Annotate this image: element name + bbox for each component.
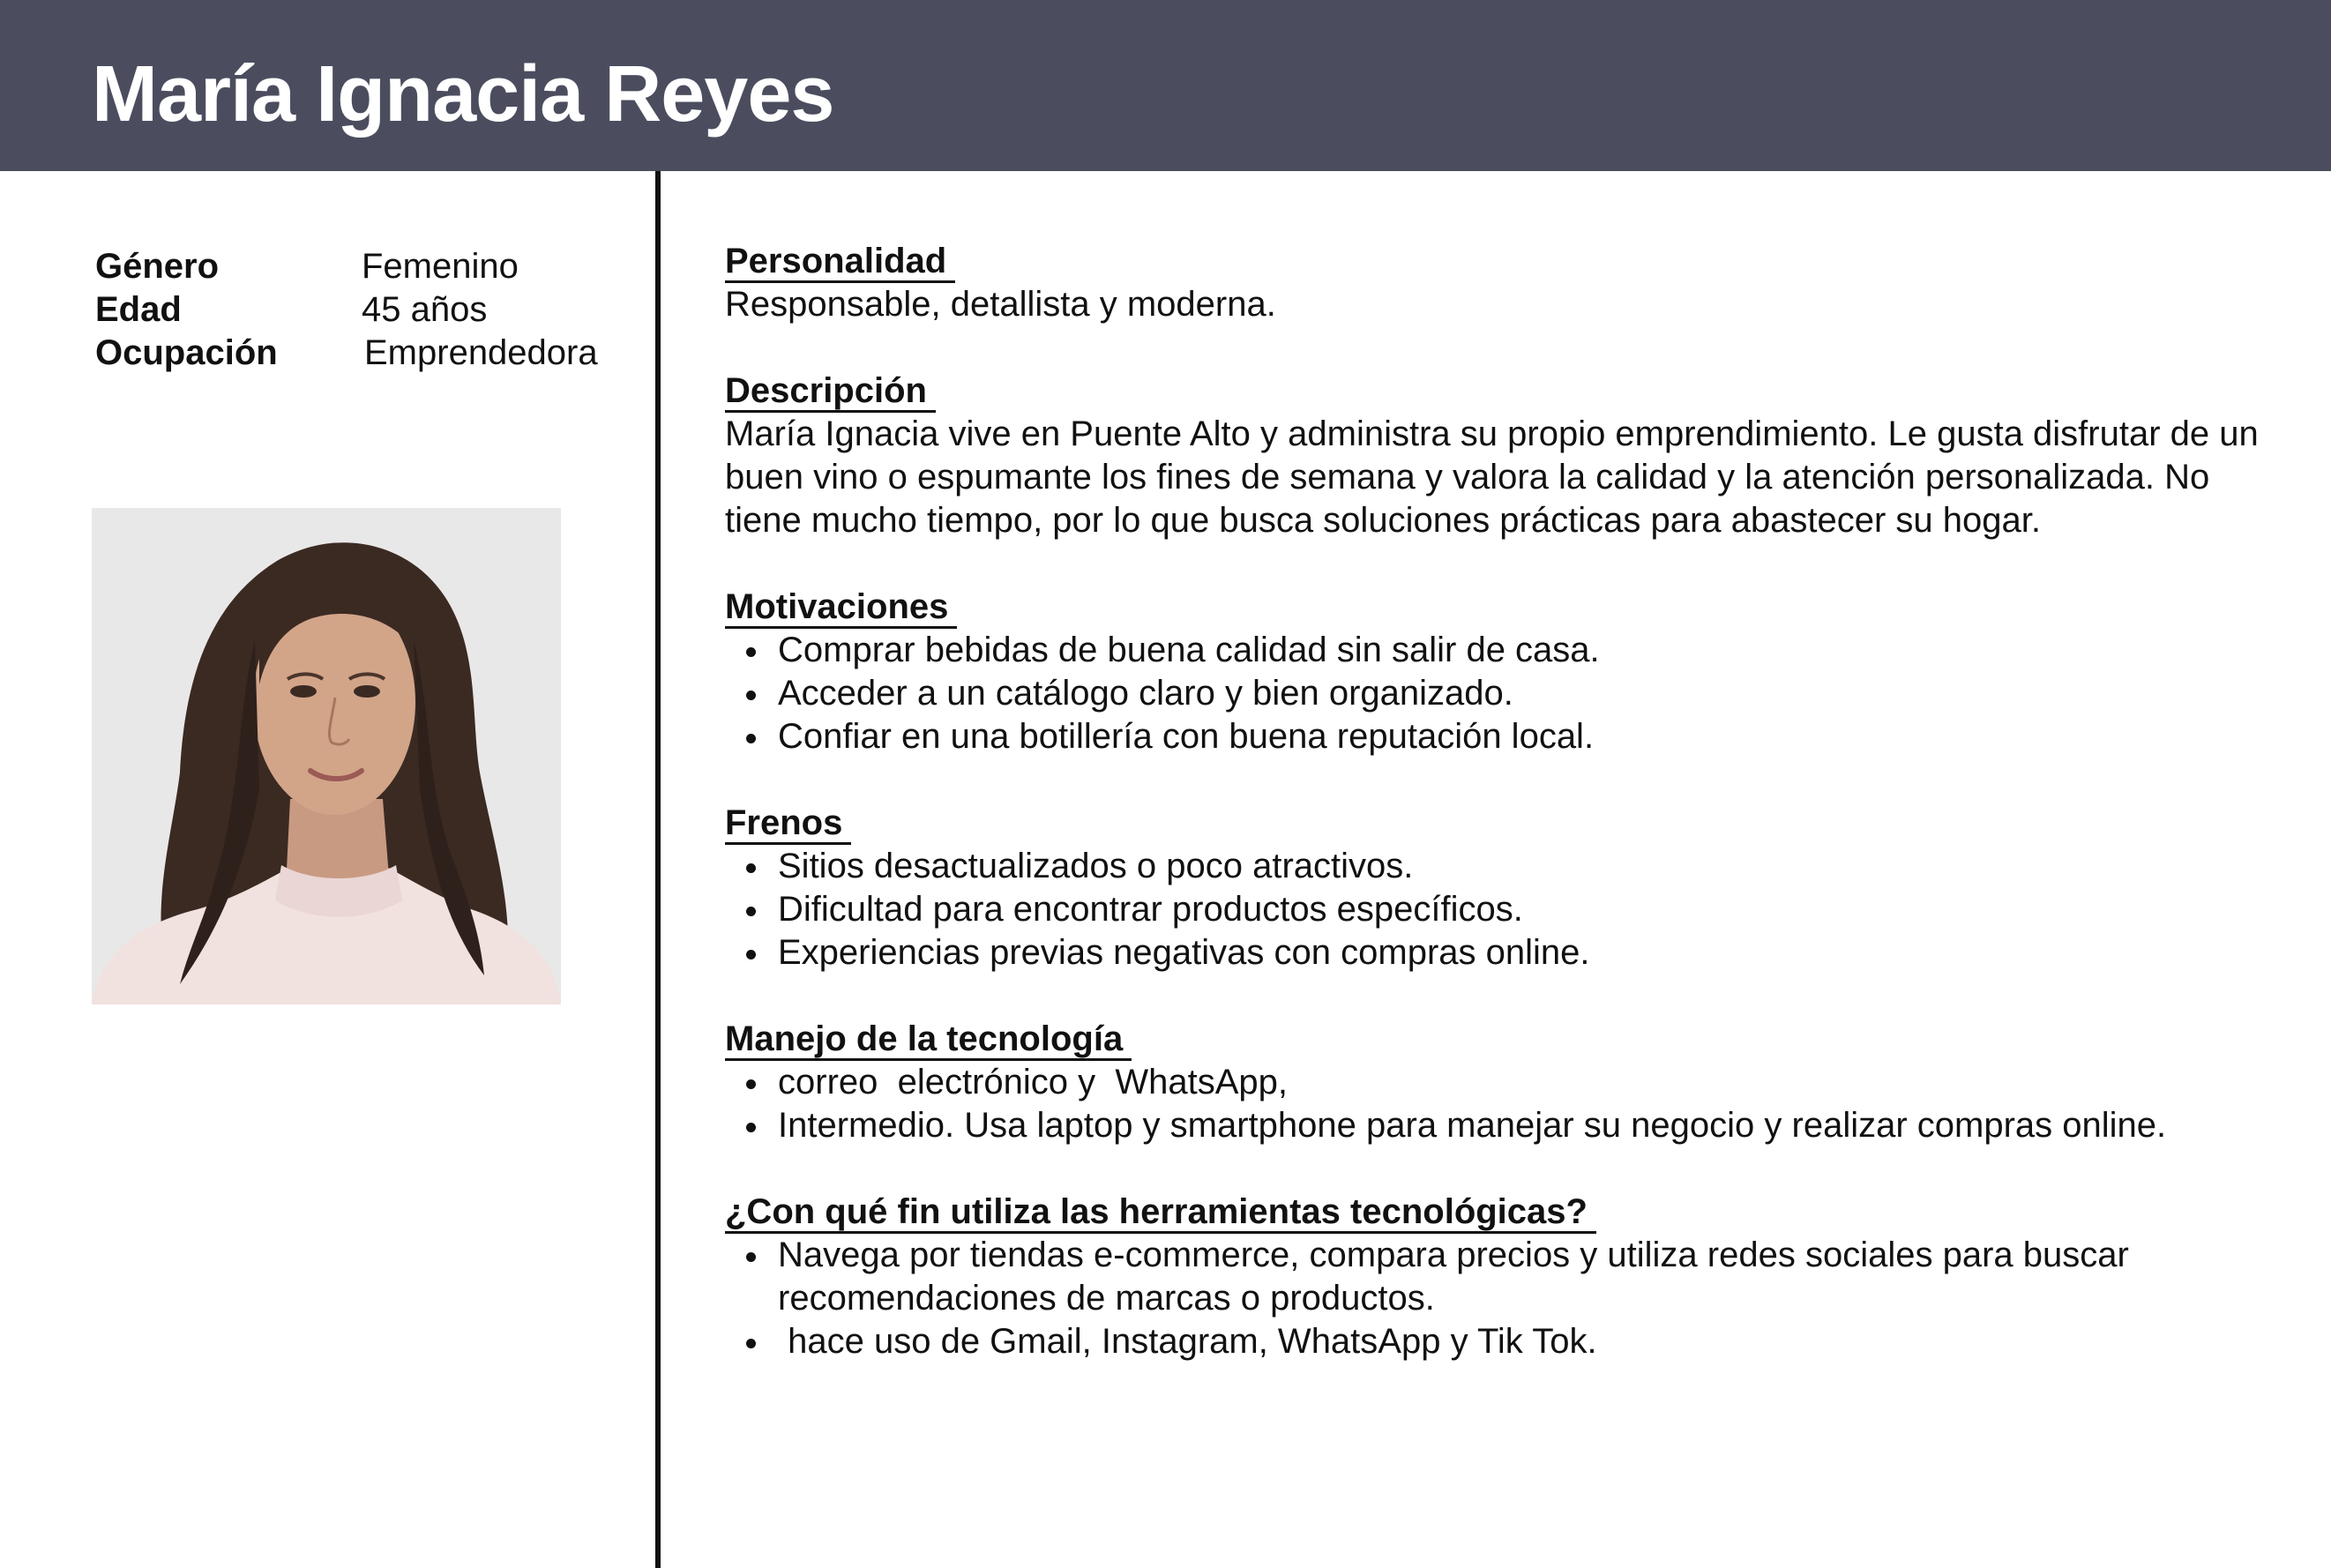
list-item: Experiencias previas negativas con compras online. xyxy=(725,931,2277,974)
section-fin xyxy=(725,1191,2277,1363)
frenos-heading: Frenos xyxy=(725,803,851,845)
frenos-list xyxy=(725,845,2277,974)
motivaciones-heading: Motivaciones xyxy=(725,587,957,629)
occupation-value: Emprendedora xyxy=(364,333,598,372)
profile-row-age xyxy=(95,288,598,332)
section-tecnologia xyxy=(725,1018,2277,1147)
profile-details xyxy=(95,245,598,375)
section-personalidad xyxy=(725,240,2277,326)
descripcion-text: María Ignacia vive en Puente Alto y administra su propio emprendimiento. Le gusta disfrutar de un buen vino o espumante los fines de semana y valora la calidad y la atención personalizada. No tiene mucho tiempo, por lo que busca soluciones prácticas para abastecer su hogar. xyxy=(725,414,2259,540)
list-item: Confiar en una botillería con buena reputación local. xyxy=(725,715,2277,758)
tecnologia-heading: Manejo de la tecnología xyxy=(725,1019,1132,1061)
gender-label: Género xyxy=(95,247,220,286)
profile-row-gender xyxy=(95,245,598,288)
persona-name: María Ignacia Reyes xyxy=(92,50,834,138)
gender-value: Femenino xyxy=(362,247,519,286)
header-banner xyxy=(0,0,2331,171)
profile-row-occupation xyxy=(95,332,598,375)
list-item: Sitios desactualizados o poco atractivos. xyxy=(725,845,2277,888)
list-item: correo electrónico y WhatsApp, xyxy=(725,1061,2277,1104)
section-frenos xyxy=(725,802,2277,974)
section-motivaciones xyxy=(725,586,2277,758)
list-item: Navega por tiendas e-commerce, compara precios y utiliza redes sociales para buscar recomendaciones de marcas o productos. xyxy=(725,1234,2277,1320)
descripcion-heading: Descripción xyxy=(725,371,936,413)
list-item: Intermedio. Usa laptop y smartphone para manejar su negocio y realizar compras online. xyxy=(725,1104,2277,1147)
list-item: Comprar bebidas de buena calidad sin salir de casa. xyxy=(725,629,2277,672)
age-label: Edad xyxy=(95,290,182,329)
fin-list xyxy=(725,1234,2277,1363)
vertical-divider xyxy=(655,171,661,1568)
fin-heading: ¿Con qué fin utiliza las herramientas tecnológicas? xyxy=(725,1192,1596,1234)
age-value: 45 años xyxy=(362,290,488,329)
occupation-label: Ocupación xyxy=(95,333,278,372)
list-item: hace uso de Gmail, Instagram, WhatsApp y Tik Tok. xyxy=(725,1320,2277,1363)
personalidad-text: Responsable, detallista y moderna. xyxy=(725,285,1276,324)
section-descripcion xyxy=(725,370,2277,542)
tecnologia-list xyxy=(725,1061,2277,1147)
motivaciones-list xyxy=(725,629,2277,758)
list-item: Acceder a un catálogo claro y bien organizado. xyxy=(725,672,2277,715)
persona-photo xyxy=(92,508,561,1004)
persona-content xyxy=(725,240,2277,1407)
personalidad-heading: Personalidad xyxy=(725,242,955,283)
list-item: Dificultad para encontrar productos específicos. xyxy=(725,888,2277,931)
